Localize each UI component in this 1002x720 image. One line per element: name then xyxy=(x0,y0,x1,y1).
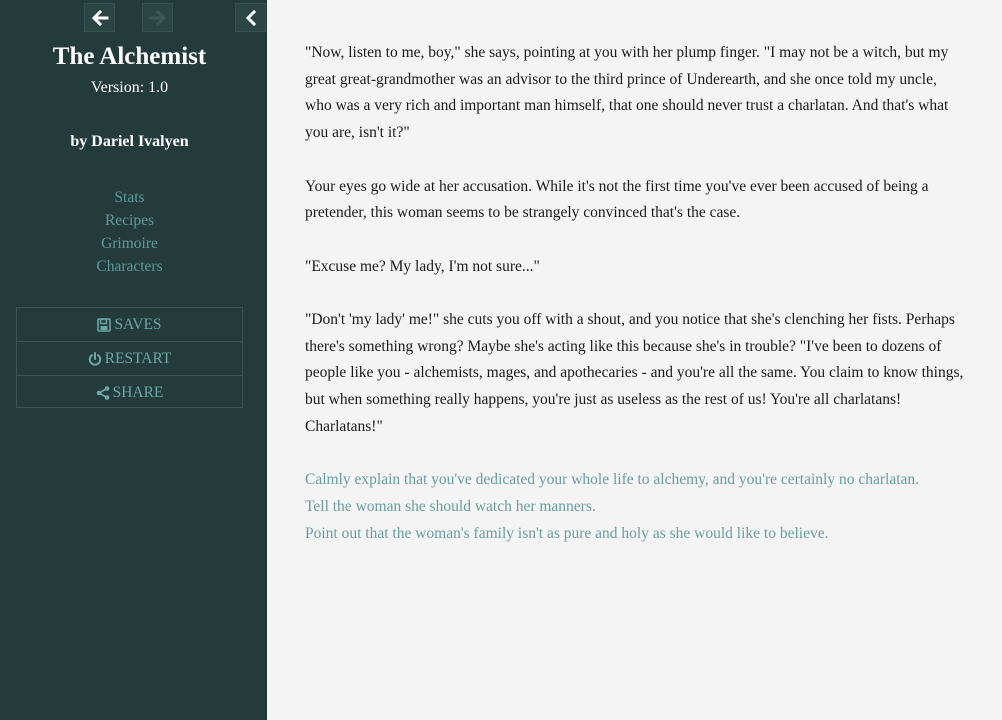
choice-list xyxy=(305,467,965,547)
arrow-right-icon xyxy=(149,9,167,27)
restart-button[interactable] xyxy=(17,341,242,375)
menu-link-characters[interactable]: Characters xyxy=(96,258,163,275)
story-passage xyxy=(305,40,965,547)
story-version: Version: 1.0 xyxy=(90,79,169,96)
menu-link-recipes[interactable]: Recipes xyxy=(104,212,155,229)
collapse-sidebar-button[interactable] xyxy=(235,3,266,32)
power-icon xyxy=(88,352,102,366)
saves-button[interactable] xyxy=(17,308,242,341)
restart-label: RESTART xyxy=(104,350,172,367)
passage-paragraph: Your eyes go wide at her accusation. While it's not the first time you've ever been accused of being a pretender, this woman seems to be strangely convinced that's the case. xyxy=(305,177,929,222)
choice-link[interactable]: Calmly explain that you've dedicated your whole life to alchemy, and you're certainly no charlatan. xyxy=(305,471,920,489)
passage-paragraph: "Now, listen to me, boy," she says, pointing at you with her plump finger. "I may not be a witch, but my great great-grandmother was an advisor to the third prince of Underearth, and she once told my uncle, who was a very rich and important man himself, that one should never trust a charlatan. And that's what you are, isn't it?" xyxy=(305,44,949,142)
menu-link-grimoire[interactable]: Grimoire xyxy=(101,235,158,252)
arrow-left-icon xyxy=(91,9,109,27)
passage-paragraph: "Excuse me? My lady, I'm not sure..." xyxy=(305,257,540,275)
share-label: SHARE xyxy=(112,384,164,401)
choice-link[interactable]: Point out that the woman's family isn't as pure and holy as she would like to believe. xyxy=(305,524,829,542)
share-button[interactable] xyxy=(17,375,242,409)
forward-button[interactable] xyxy=(142,3,173,32)
menu-link-stats[interactable]: Stats xyxy=(114,189,145,206)
sidebar xyxy=(0,0,267,720)
passage-paragraph: "Don't 'my lady' me!" she cuts you off with a shout, and you notice that she's clenching her fists. Perhaps there's something wrong? Maybe she's acting like this because she's in trouble? "I've been to dozens of people like you - alchemists, mages, and apothecaries - and you're all the same. You claim to know things, but when something really happens, you're just as useless as the rest of us! You're all charlatans! Charlatans!" xyxy=(305,310,964,435)
choice-link[interactable]: Tell the woman she should watch her manners. xyxy=(305,497,596,515)
story-title: The Alchemist xyxy=(52,43,207,70)
story-author: by Dariel Ivalyen xyxy=(70,133,189,150)
story-menu xyxy=(0,186,259,278)
story-actions xyxy=(16,307,243,408)
floppy-disk-icon xyxy=(97,318,111,332)
saves-label: SAVES xyxy=(114,316,162,333)
back-button[interactable] xyxy=(84,3,115,32)
share-icon xyxy=(96,386,110,400)
chevron-left-icon xyxy=(244,9,258,27)
